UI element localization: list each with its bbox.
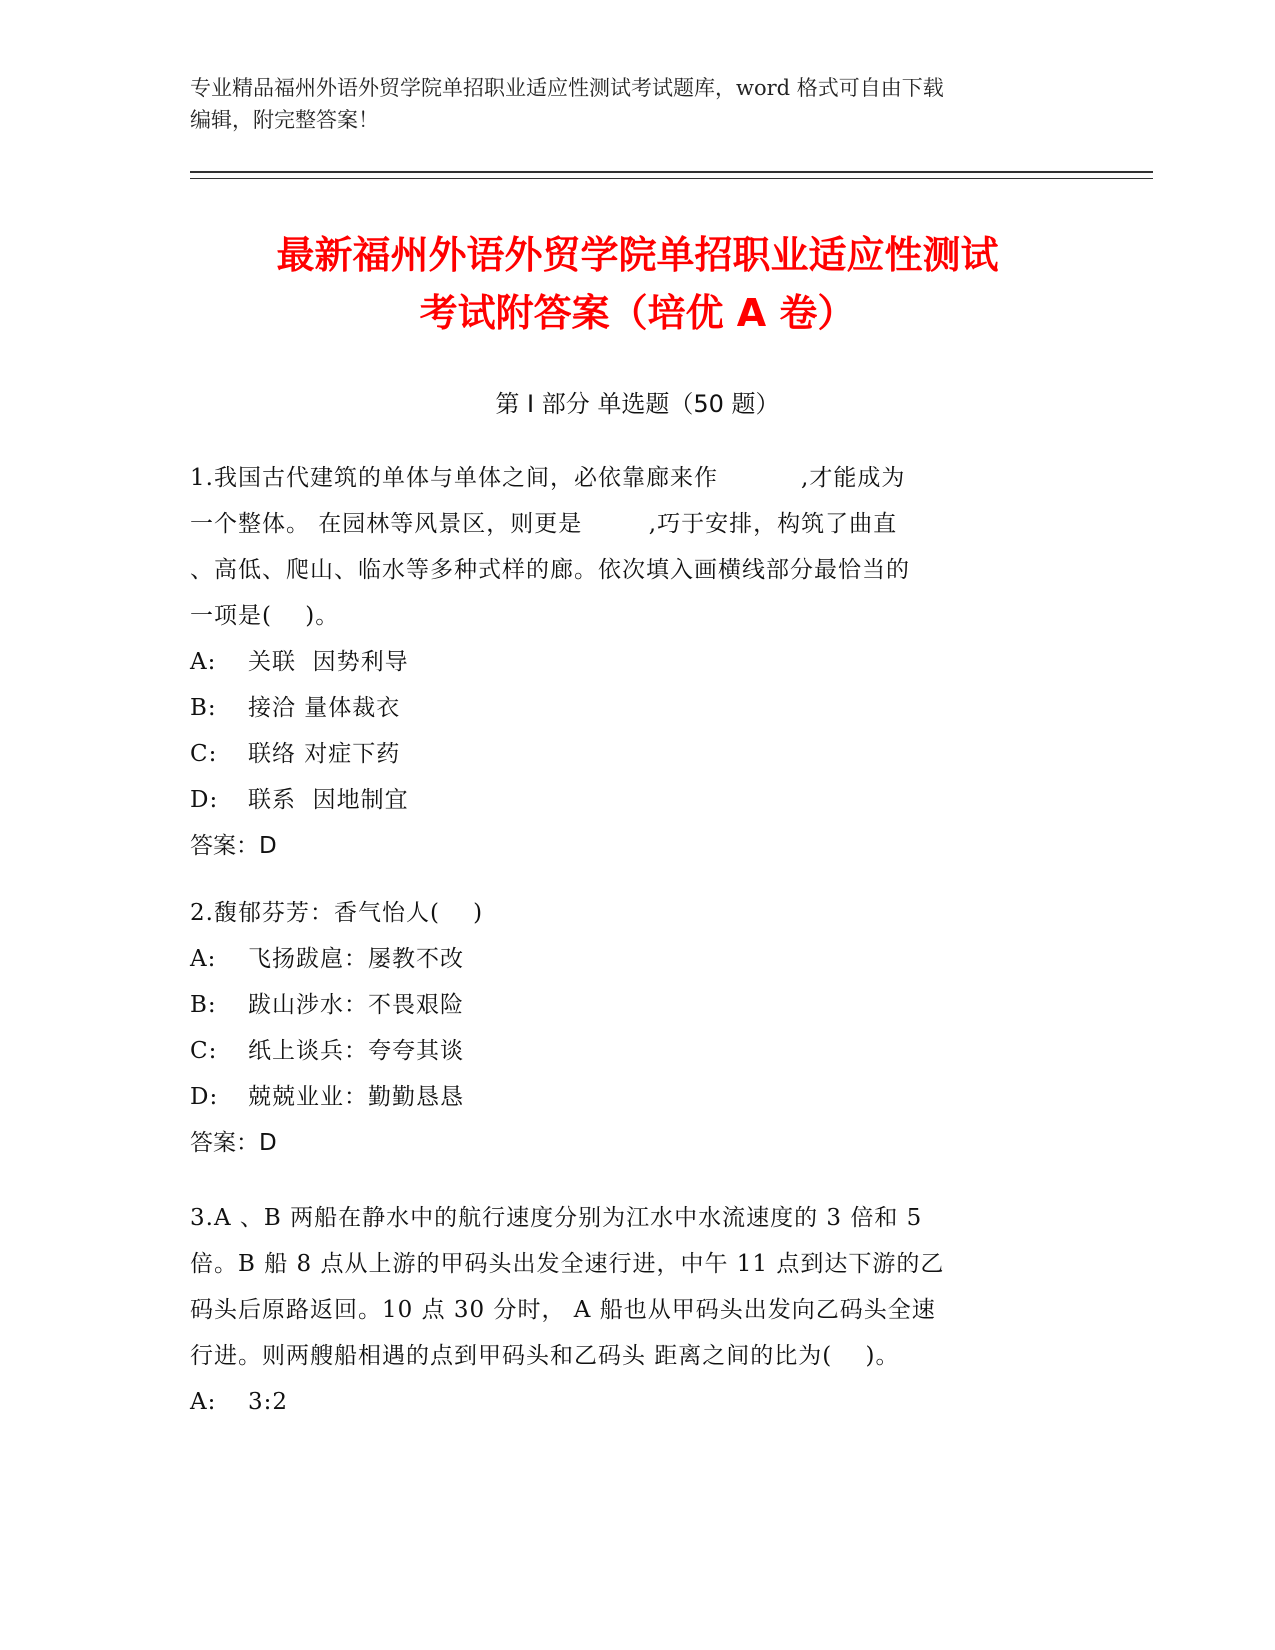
option-text: 跋山涉水：不畏艰险 — [248, 992, 464, 1018]
question-2-option-d — [190, 1074, 1090, 1120]
question-1 — [190, 455, 1090, 869]
option-key: A: — [190, 946, 217, 972]
option-key: A: — [190, 1389, 217, 1415]
option-text: 兢兢业业：勤勤恳恳 — [248, 1084, 464, 1110]
header-rule-top — [190, 171, 1153, 173]
question-3-line-1: 3.A 、B 两船在静水中的航行速度分别为江水中水流速度的 3 倍和 5 — [190, 1205, 923, 1231]
question-3-line-2: 倍。B 船 8 点从上游的甲码头出发全速行进，中午 11 点到达下游的乙 — [190, 1251, 945, 1277]
question-1-option-d — [190, 777, 1090, 823]
question-1-line-1: 1.我国古代建筑的单体与单体之间，必依靠廊来作 ,才能成为 — [190, 465, 906, 491]
option-key: C: — [190, 741, 218, 767]
question-1-line-2: 一个整体。 在园林等风景区，则更是 ,巧于安排，构筑了曲直 — [190, 511, 898, 537]
question-3 — [190, 1195, 1090, 1425]
question-2 — [190, 890, 1090, 1166]
option-key: C: — [190, 1038, 218, 1064]
question-2-line-1: 2.馥郁芬芳：香气怡人( ) — [190, 900, 484, 926]
question-1-line-4: 一项是( )。 — [190, 603, 340, 629]
option-text: 联络 对症下药 — [248, 741, 401, 767]
document-title — [150, 226, 1125, 342]
section-heading: 第 I 部分 单选题（50 题） — [495, 390, 780, 418]
question-3-option-a — [190, 1379, 1090, 1425]
question-2-option-b — [190, 982, 1090, 1028]
header-rule-bottom — [190, 178, 1153, 179]
document-header — [190, 72, 1090, 136]
question-1-option-a — [190, 639, 1090, 685]
question-3-line-3: 码头后原路返回。10 点 30 分时， A 船也从甲码头出发向乙码头全速 — [190, 1297, 936, 1323]
question-1-answer: 答案：D — [190, 833, 277, 859]
option-key: D: — [190, 1084, 219, 1110]
question-2-answer: 答案：D — [190, 1130, 277, 1156]
option-text: 飞扬跋扈：屡教不改 — [248, 946, 464, 972]
question-1-option-c — [190, 731, 1090, 777]
option-text: 接洽 量体裁衣 — [248, 695, 401, 721]
title-line-1: 最新福州外语外贸学院单招职业适应性测试 — [276, 233, 999, 277]
header-line-2: 编辑，附完整答案！ — [190, 108, 379, 132]
option-text: 联系 因地制宜 — [248, 787, 409, 813]
option-text: 纸上谈兵：夸夸其谈 — [248, 1038, 464, 1064]
option-key: B: — [190, 695, 217, 721]
option-text: 3:2 — [248, 1389, 289, 1415]
option-key: D: — [190, 787, 219, 813]
option-key: A: — [190, 649, 217, 675]
option-key: B: — [190, 992, 217, 1018]
question-3-line-4: 行进。则两艘船相遇的点到甲码头和乙码头 距离之间的比为( )。 — [190, 1343, 900, 1369]
question-2-option-a — [190, 936, 1090, 982]
title-line-2: 考试附答案（培优 A 卷） — [419, 291, 856, 335]
option-text: 关联 因势利导 — [248, 649, 409, 675]
question-1-line-3: 、高低、爬山、临水等多种式样的廊。依次填入画横线部分最恰当的 — [190, 557, 910, 583]
question-2-option-c — [190, 1028, 1090, 1074]
question-1-option-b — [190, 685, 1090, 731]
header-line-1: 专业精品福州外语外贸学院单招职业适应性测试考试题库，word 格式可自由下载 — [190, 76, 944, 100]
